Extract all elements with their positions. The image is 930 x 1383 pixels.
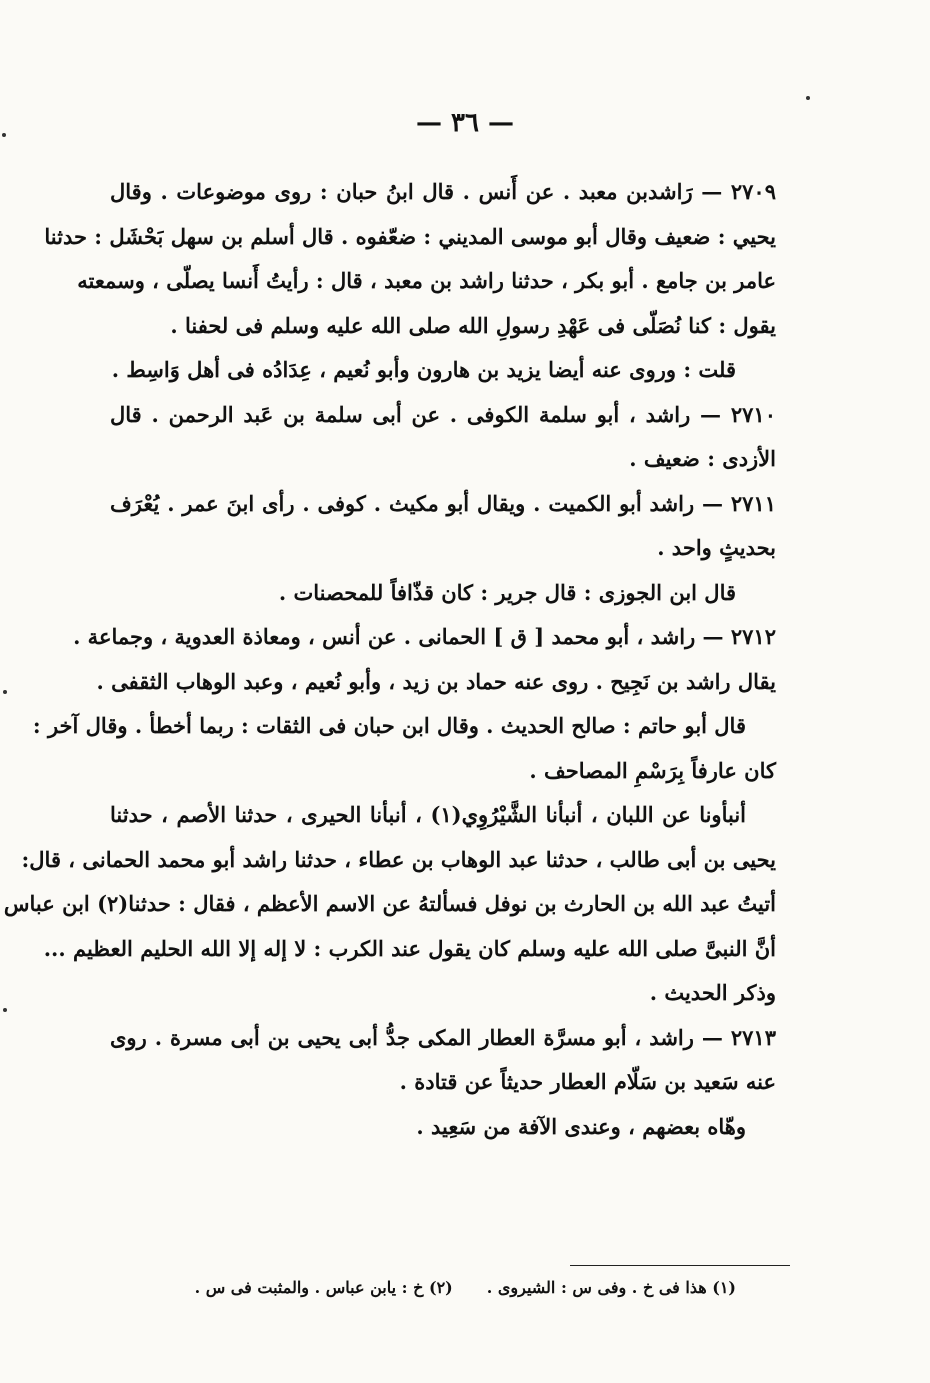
text-line: وهّاه بعضهم ، وعندى الآفة من سَعِيد . [416, 1113, 746, 1139]
text-line: ٢٧١٣ — راشد ، أبو مسرَّة العطار المكى جدُّ أبى يحيى بن أبى مسرة . روى [110, 1024, 776, 1050]
text-line: قلت : وروى عنه أيضا يزيد بن هارون وأبو نُعيم ، عِدَادُه فى أهل وَاسِط . [111, 357, 736, 382]
text-line: أنَّ النبىَّ صلى الله عليه وسلم كان يقول عند الكرب : لا إله إلا الله الحليم العظيم ... [43, 935, 776, 961]
text-line: قال ابن الجوزى : قال جرير : كان قذّافاً للمحصنات . [278, 579, 736, 605]
text-line: يقول : كنا نُصَلّى فى عَهْدِ رسولِ الله صلى الله عليه وسلم فى لحفنا . [170, 312, 776, 338]
footnote-divider [570, 1265, 790, 1266]
text-line: ٢٧١١ — راشد أبو الكميت . ويقال أبو مكيث . كوفى . رأى ابنَ عمر . يُعْرَف [110, 490, 776, 516]
text-line: عنه سَعيد بن سَلّام العطار حديثاً عن قتادة . [399, 1069, 776, 1094]
print-speck [3, 690, 7, 694]
text-line: يقال راشد بن نَجِيح . روى عنه حماد بن زيد ، وأبو نُعيم ، وعبد الوهاب الثقفى . [96, 668, 776, 694]
body-text [3, 170, 776, 1149]
footnote-2: (٢) خ : يابن عباس . والمثبت فى س . [194, 1278, 453, 1297]
print-speck [3, 1008, 7, 1012]
footnotes [140, 1276, 736, 1300]
text-line: الأزدى : ضعيف . [629, 446, 776, 471]
text-line: وذكر الحديث . [649, 980, 776, 1005]
text-line: يحيي : ضعيف وقال أبو موسى المديني : ضعّفوه . قال أسلم بن سهل بَحْشَل : حدثنا [44, 223, 776, 249]
print-speck [2, 133, 6, 137]
print-speck [806, 96, 810, 100]
page-number: — ٣٦ — [415, 108, 515, 138]
text-line: يحيى بن أبى طالب ، حدثنا عبد الوهاب بن عطاء ، حدثنا راشد أبو محمد الحمانى ، قال: [21, 846, 776, 872]
text-line: ٢٧١٢ — راشد ، أبو محمد [ ق ] الحمانى . عن أنس ، ومعاذة العدوية ، وجماعة . [73, 624, 776, 649]
text-line: بحديثٍ واحد . [657, 535, 776, 560]
text-line: أنبأونا عن اللبان ، أنبأنا الشَّيْرُوِي(١) ، أنبأنا الحيرى ، حدثنا الأصم ، حدثنا [110, 802, 746, 827]
text-line: ٢٧١٠ — راشد ، أبو سلمة الكوفى . عن أبى سلمة بن عَبد الرحمن . قال [110, 401, 776, 427]
footnote-1: (١) هذا فى خ . وفى س : الشيروى . [486, 1278, 736, 1297]
text-line: عامر بن جامع . أبو بكر ، حدثنا راشد بن معبد ، قال : رأيتُ أَنسا يصلّى ، وسمعته [77, 268, 776, 293]
text-line: كان عارفاً بِرَسْمِ المصاحف . [529, 757, 776, 783]
text-line: قال أبو حاتم : صالح الحديث . وقال ابن حبان فى الثقات : ربما أخطأ . وقال آخر : [32, 713, 746, 738]
text-line: ٢٧٠٩ — رَاشدبن معبد . عن أَنس . قال ابنُ حبان : روى موضوعات . وقال [110, 179, 776, 204]
text-line: أتيتُ عبد الله بن الحارث بن نوفل فسألتهُ عن الاسم الأعظم ، فقال : حدثنا(٢) ابن عباس [3, 891, 776, 916]
